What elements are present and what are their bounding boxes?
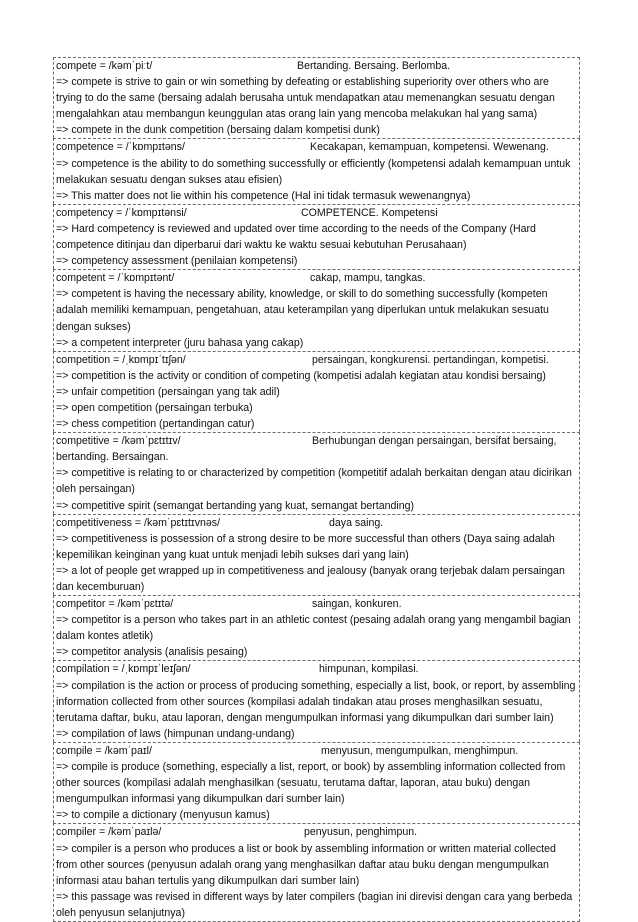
entry-definition: => competent is having the necessary ability, knowledge, or skill to do something successfully (kompeten adalah memiliki kemampuan, pengetahuan, atau keterampilan yang diperlukan untuk melakukan sesuatu dengan sukses) (56, 288, 549, 333)
entry-header (56, 661, 577, 677)
entry-definition: => compiler is a person who produces a list or book by assembling information or written material collected from other sources (penyusun adalah orang yang menghasilkan daftar atau buku dengan mengumpulkan informasi atau bahan tertulis yang dikumpulkan dari sumber lain) (56, 842, 556, 887)
entry-competent (53, 269, 580, 350)
entry-definition: => competition is the activity or condition of competing (kompetisi adalah kegiatan atau kondisi bersaing) (56, 369, 546, 382)
entry-term: competence = /ˈkɒmpɪtəns/ (56, 141, 185, 154)
entry-definition: => competitive is relating to or characterized by competition (kompetitif adalah berkaitan dengan atau dicirikan oleh persaingan) (56, 467, 572, 496)
entry-term: compilation = /ˌkɒmpɪˈleɪʃən/ (56, 663, 191, 676)
entry-definition: => compilation is the action or process of producing something, especially a list, book, or report, by assembling information collected from other sources (kompilasi adalah tindakan atau proses menghasilkan sesuatu, terutama daftar, buku, atau laporan, dengan mengumpulkan informasi yang dikumpulkan dari sumber lain) (56, 679, 576, 724)
entry-term: competitive = /kəmˈpɛtɪtɪv/ (56, 435, 181, 448)
entry-competence (53, 138, 580, 203)
entry-competitor (53, 595, 580, 660)
entry-header (56, 824, 577, 840)
entry-definition: => competitiveness is possession of a strong desire to be more successful than others (Daya saing adalah kepemilikan keinginan yang kuat untuk menjadi lebih sukses dari yang lain) (56, 532, 555, 561)
entry-example: => competency assessment (penilaian kompetensi) (56, 255, 298, 268)
entry-example: => competitive spirit (semangat bertanding yang kuat, semangat bertanding) (56, 499, 415, 512)
entry-header (56, 205, 577, 221)
entry-header (56, 596, 577, 612)
entry-term: competitiveness = /kəmˈpɛtɪtɪvnəs/ (56, 516, 221, 529)
entry-definition: => Hard competency is reviewed and updated over time according to the needs of the Company (Hard competence ditinjau dan diperbarui dari waktu ke waktu sesuai kebutuhan Perusahaan) (56, 222, 536, 252)
entry-term: compete = /kəmˈpiːt/ (56, 60, 153, 72)
entry-compilation (53, 660, 580, 741)
entry-definition: => competence is the ability to do something successfully or efficiently (kompetensi adalah kemampuan untuk melakukan sesuatu dengan sukses atau efisien) (56, 157, 571, 186)
entry-compete (53, 57, 580, 138)
entry-translation: penyusun, penghimpun. (304, 826, 418, 839)
entry-example: => compete in the dunk competition (bersaing dalam kompetisi dunk) (56, 124, 380, 137)
entry-compiler (53, 823, 580, 922)
entry-example: => open competition (persaingan terbuka) (56, 401, 253, 414)
entry-term: competition = /ˌkɒmpɪˈtɪʃən/ (56, 353, 186, 366)
entry-example: => to compile a dictionary (menyusun kamus) (56, 809, 270, 822)
entry-example: => a competent interpreter (juru bahasa yang cakap) (56, 336, 304, 349)
entry-term: compiler = /kəmˈpaɪlə/ (56, 826, 162, 839)
entry-example: => this passage was revised in different ways by later compilers (bagian ini direvisi dengan cara yang berbeda oleh penyusun selanjutnya) (56, 890, 573, 919)
entry-translation: COMPETENCE. Kompetensi (301, 206, 438, 219)
entry-definition: => competitor is a person who takes part in an athletic contest (pesaing adalah orang yang mengambil bagian dalam kontes atletik) (56, 614, 571, 643)
entry-example: => a lot of people get wrapped up in competitiveness and jealousy (banyak orang terjebak dalam persaingan dan kecemburuan) (56, 564, 565, 593)
entry-term: competency = /ˈkɒmpɪtənsi/ (56, 206, 187, 219)
entry-example: => chess competition (pertandingan catur) (56, 418, 255, 431)
entry-translation: himpunan, kompilasi. (319, 663, 419, 676)
entry-translation: cakap, mampu, tangkas. (310, 272, 426, 285)
entry-competition (53, 351, 580, 432)
entry-example: => competitor analysis (analisis pesaing) (56, 646, 248, 659)
entry-compile (53, 742, 580, 823)
entry-translation: persaingan, kongkurensi. pertandingan, kompetisi. (312, 353, 549, 366)
entry-competitive (53, 432, 580, 513)
entry-term: competent = /ˈkɒmpɪtənt/ (56, 272, 175, 285)
entry-translation: menyusun, mengumpulkan, menghimpun. (321, 744, 519, 757)
entry-competitiveness (53, 514, 580, 595)
entry-translation: Berhubungan dengan persaingan, bersifat bersaing, bertanding. Bersaingan. (56, 435, 557, 464)
entry-definition: => compile is produce (something, especially a list, report, or book) by assembling information collected from other sources (kompilasi adalah menghasilkan (sesuatu, terutama daftar, laporan, atau buku) dengan mengumpulkan informasi yang dikumpulkan dari sumber lain) (56, 761, 566, 806)
entry-header (56, 139, 577, 155)
entry-example: => compilation of laws (himpunan undang-undang) (56, 727, 295, 740)
entry-header (56, 352, 577, 368)
entry-header (56, 743, 577, 759)
entry-example: => This matter does not lie within his competence (Hal ini tidak termasuk wewenangnya) (56, 189, 471, 202)
entry-translation: Kecakapan, kemampuan, kompetensi. Wewenang. (310, 141, 549, 154)
entry-header (56, 58, 577, 74)
entry-header (56, 270, 577, 286)
entry-translation: Bertanding. Bersaing. Berlomba. (297, 60, 451, 72)
entry-header (56, 515, 577, 531)
entry-definition: => compete is strive to gain or win something by defeating or establishing superiority over others who are trying to do the same (bersaing adalah berusaha untuk mendapatkan atau memenangkan sesuatu dengan mengalahkan atau membangun keunggulan atas orang lain yang mencoba melakukan hal yang sama) (56, 76, 555, 121)
entry-term: competitor = /kəmˈpɛtɪtə/ (56, 598, 174, 611)
vocabulary-table (53, 57, 580, 922)
entry-translation: saingan, konkuren. (312, 598, 402, 611)
entry-competency (53, 204, 580, 269)
entry-example: => unfair competition (persaingan yang tak adil) (56, 385, 280, 398)
entry-header (56, 433, 577, 465)
entry-translation: daya saing. (329, 516, 384, 529)
entry-term: compile = /kəmˈpaɪl/ (56, 744, 152, 757)
